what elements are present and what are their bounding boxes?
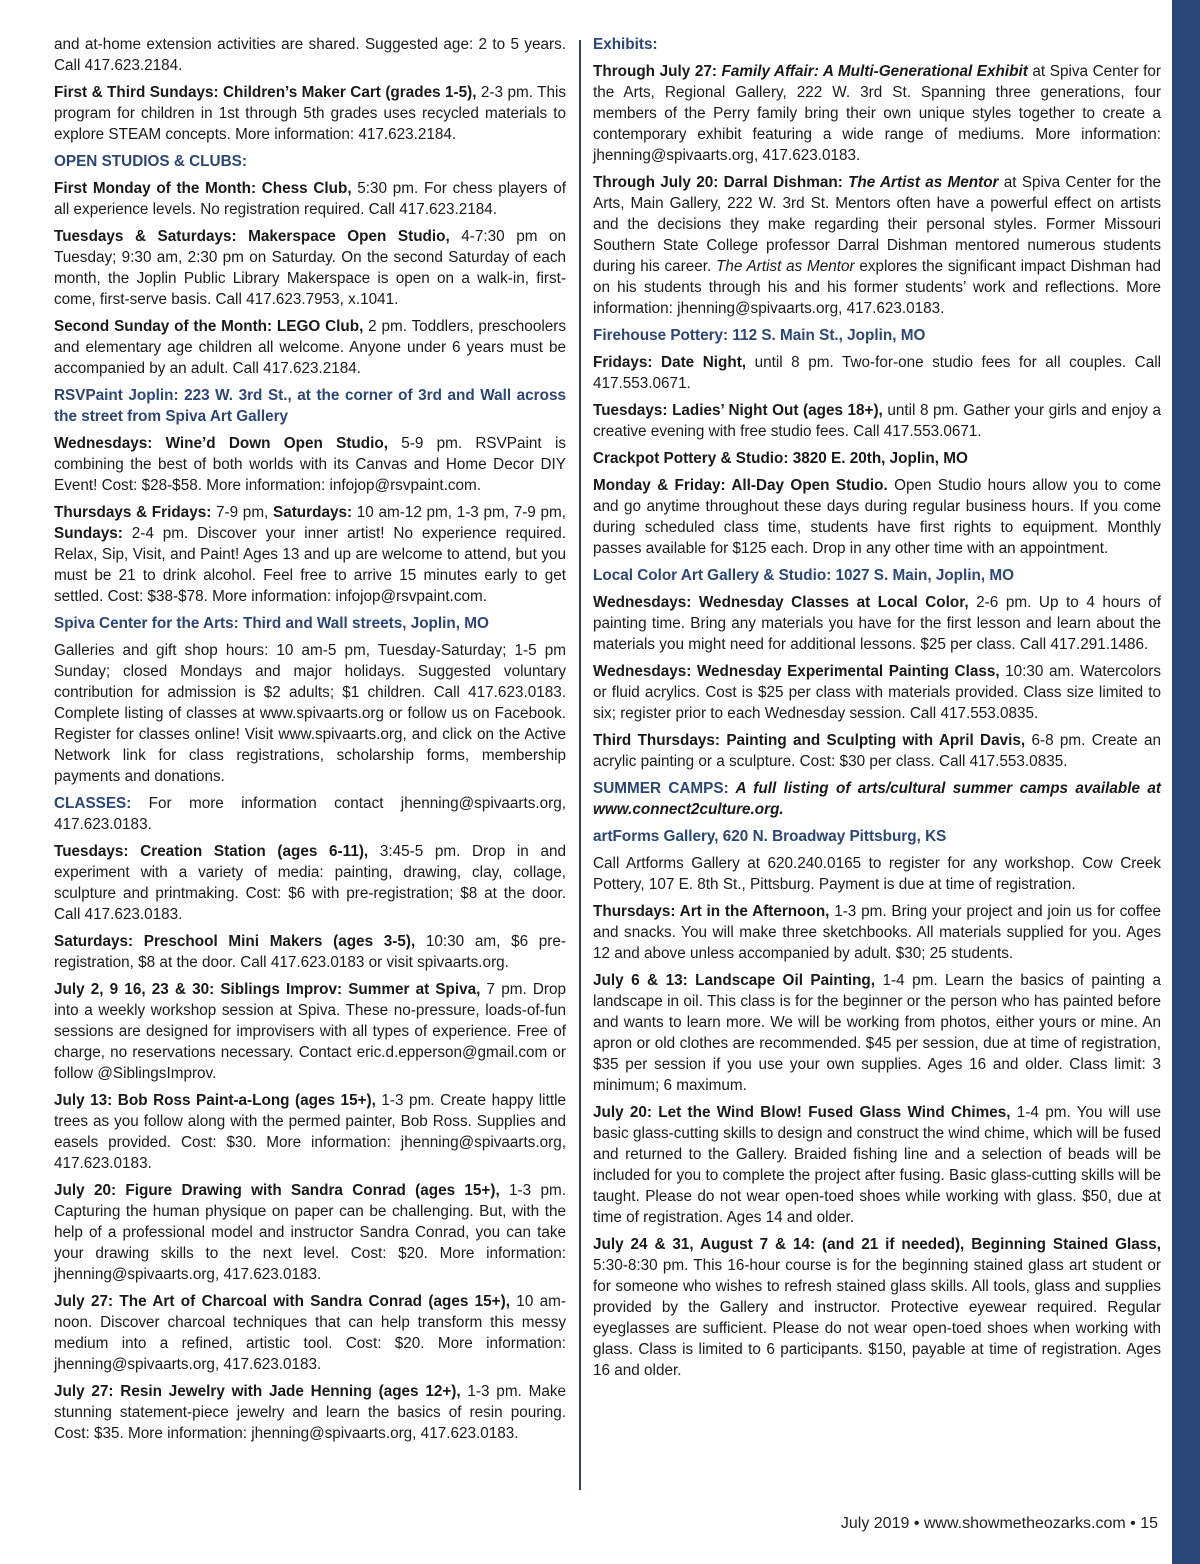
listing-title: July 6 & 13: Landscape Oil Painting,: [593, 972, 876, 989]
listing-title: Thursdays: Art in the Afternoon,: [593, 903, 830, 920]
right-column: [593, 34, 1161, 1387]
listing-title: Wednesdays: Wednesday Classes at Local Color,: [593, 594, 969, 611]
listing-paragraph: July 13: Bob Ross Paint-a-Long (ages 15+), 1-3 pm. Create happy little trees as you follow along with the permed painter, Bob Ross. Supplies and easels provided. Cost: $30. More information: jhenning@spivaarts.org, 417.623.0183.: [54, 1092, 566, 1172]
listing-title: First Monday of the Month: Chess Club,: [54, 180, 352, 197]
exhibit-title: Family Affair: A Multi-Generational Exhibit: [721, 63, 1028, 80]
exhibit-title-inline: The Artist as Mentor: [716, 258, 855, 275]
listing-paragraph: July 20: Let the Wind Blow! Fused Glass Wind Chimes, 1-4 pm. You will use basic glass-cutting skills to design and construct the wind chime, which will be fused and returned to the Gallery. Braided fishing line and a selection of beads will be included for you to complete the project after fusing. Basic glass-cutting skills will be taught. Please do not wear open-toed shoes while working with glass. $50, due at time of registration. Ages 14 and older.: [593, 1104, 1161, 1226]
listing-paragraph: Wednesdays: Wine’d Down Open Studio, 5-9 pm. RSVPaint is combining the best of both worlds with its Canvas and Home Decor DIY Event! Cost: $28-$58. More information: infojop@rsvpaint.com.: [54, 435, 566, 494]
section-heading-spiva: Spiva Center for the Arts: Third and Wall streets, Joplin, MO: [54, 615, 489, 632]
listing-title: Wednesdays: Wednesday Experimental Painting Class,: [593, 663, 1000, 680]
listing-paragraph: Thursdays & Fridays: 7-9 pm, Saturdays: 10 am-12 pm, 1-3 pm, 7-9 pm, Sundays: 2-4 pm. Discover your inner artist! No experience required. Relax, Sip, Visit, and Paint! Ages 13 and up are welcome to attend, but you must be 21 to drink alcohol. Feel free to arrive 15 minutes early to get settled. Cost: $38-$78. More information: infojop@rsvpaint.com.: [54, 504, 567, 605]
listing-paragraph: Call Artforms Gallery at 620.240.0165 to register for any workshop. Cow Creek Pottery, 107 E. 8th St., Pittsburg. Payment is due at time of registration.: [593, 855, 1161, 893]
section-heading-open-studios: OPEN STUDIOS & CLUBS:: [54, 153, 247, 170]
listing-title: Wednesdays: Wine’d Down Open Studio,: [54, 435, 388, 452]
listing-paragraph: July 20: Figure Drawing with Sandra Conrad (ages 15+), 1-3 pm. Capturing the human physique on paper can be challenging. But, with the help of a professional model and instructor Sandra Conrad, you can take your drawing skills to the next level. Cost: $20. More information: jhenning@spivaarts.org, 417.623.0183.: [54, 1182, 566, 1283]
listing-paragraph: July 24 & 31, August 7 & 14: (and 21 if needed), Beginning Stained Glass, 5:30-8:30 pm. This 16-hour course is for the beginning stained glass art student or for someone who wishes to refresh stained glass skills. All tools, glass and supplies provided by the Gallery and instructor. Protective eyewear required. Regular eyeglasses are sufficient. Please do not wear open-toed shoes when working with glass. Class is limited to 6 participants. $150, payable at time of registration. Ages 16 and older.: [593, 1236, 1161, 1379]
listing-paragraph: Second Sunday of the Month: LEGO Club, 2 pm. Toddlers, preschoolers and elementary age children all welcome. Anyone under 6 years must be accompanied by an adult. Call 417.623.2184.: [54, 318, 566, 377]
venue-heading-crackpot: Crackpot Pottery & Studio: 3820 E. 20th, Joplin, MO: [593, 450, 968, 467]
listing-paragraph: Third Thursdays: Painting and Sculpting with April Davis, 6-8 pm. Create an acrylic painting or a sculpture. Cost: $30 per class. Call 417.553.0835.: [593, 732, 1161, 770]
listing-paragraph: Wednesdays: Wednesday Experimental Painting Class, 10:30 am. Watercolors or fluid acrylics. Cost is $25 per class with materials provided. Class size limited to six; register prior to each Wednesday session. Call 417.553.0835.: [593, 663, 1161, 722]
listing-title: Through July 27:: [593, 63, 722, 80]
listing-paragraph: Wednesdays: Wednesday Classes at Local Color, 2-6 pm. Up to 4 hours of painting time. Bring any materials you have for the first lesson and learn about the materials you might need for additional lessons. $25 per class. Call 417.291.1486.: [593, 594, 1161, 653]
listing-title: July 27: The Art of Charcoal with Sandra Conrad (ages 15+),: [54, 1293, 510, 1310]
summer-camps-note: A full listing of arts/cultural summer camps available at www.connect2culture.org.: [593, 780, 1161, 818]
listing-title: Tuesdays: Creation Station (ages 6-11),: [54, 843, 369, 860]
section-heading-exhibits: Exhibits:: [593, 36, 658, 53]
listing-paragraph: Galleries and gift shop hours: 10 am-5 pm, Tuesday-Saturday; 1-5 pm Sunday; closed Mondays and major holidays. Suggested voluntary contribution for admission is $2 adults; $1 children. Call 417.623.0183. Complete listing of classes at www.spivaarts.org or follow us on Facebook. Register for classes online! Visit www.spivaarts.org, and click on the Active Network link for class registrations, scholarship forms, membership payments and donations.: [54, 642, 566, 785]
listing-title: July 2, 9 16, 23 & 30: Siblings Improv: Summer at Spiva,: [54, 981, 481, 998]
section-heading-firehouse: Firehouse Pottery: 112 S. Main St., Joplin, MO: [593, 327, 926, 344]
classes-label: CLASSES:: [54, 795, 132, 812]
listing-title: Third Thursdays: Painting and Sculpting with April Davis,: [593, 732, 1026, 749]
exhibit-title: The Artist as Mentor: [848, 174, 999, 191]
listing-paragraph: Saturdays: Preschool Mini Makers (ages 3-5), 10:30 am, $6 pre-registration, $8 at the door. Call 417.623.0183 or visit spivaarts.org.: [54, 933, 566, 971]
listing-title: Sundays:: [54, 525, 123, 542]
listing-title: July 13: Bob Ross Paint-a-Long (ages 15+),: [54, 1092, 376, 1109]
section-heading-artforms: artForms Gallery, 620 N. Broadway Pittsburg, KS: [593, 828, 947, 845]
listing-paragraph: First Monday of the Month: Chess Club, 5:30 pm. For chess players of all experience levels. No registration required. Call 417.623.2184.: [54, 180, 566, 218]
listing-paragraph: First & Third Sundays: Children’s Maker Cart (grades 1-5), 2-3 pm. This program for children in 1st through 5th grades uses recycled materials to explore STEAM concepts. More information: 417.623.2184.: [54, 84, 567, 143]
listing-title: Tuesdays: Ladies’ Night Out (ages 18+),: [593, 402, 883, 419]
summer-camps-label: SUMMER CAMPS:: [593, 780, 729, 797]
column-divider: [579, 40, 581, 1490]
listing-title: Fridays: Date Night,: [593, 354, 747, 371]
listing-title: Monday & Friday: All-Day Open Studio.: [593, 477, 888, 494]
listing-title: Thursdays & Fridays:: [54, 504, 212, 521]
listing-paragraph: Through July 20: Darral Dishman: The Artist as Mentor at Spiva Center for the Arts, Main Gallery, 222 W. 3rd St. Mentors often have a powerful effect on artists and the decisions they make regarding their personal styles. Former Missouri Southern State College professor Darral Dishman mentored numerous students during his career. The Artist as Mentor explores the significant impact Dishman had on his students through his and his former students’ work and reflections. More information: jhenning@spivaarts.org, 417.623.0183.: [593, 174, 1162, 317]
left-column: [54, 34, 566, 1450]
listing-title: July 27: Resin Jewelry with Jade Henning (ages 12+),: [54, 1383, 461, 1400]
listing-title: Second Sunday of the Month: LEGO Club,: [54, 318, 364, 335]
listing-paragraph: CLASSES: For more information contact jhenning@spivaarts.org, 417.623.0183.: [54, 795, 566, 833]
listing-paragraph: Tuesdays: Creation Station (ages 6-11), 3:45-5 pm. Drop in and experiment with a variety of media: painting, drawing, clay, collage, sculpture and printmaking. Cost: $6 with pre-registration; $8 at the door. Call 417.623.0183.: [54, 843, 566, 923]
listing-paragraph: July 27: Resin Jewelry with Jade Henning (ages 12+), 1-3 pm. Make stunning statement-piece jewelry and learn the basics of resin pouring. Cost: $35. More information: jhenning@spivaarts.org, 417.623.0183.: [54, 1383, 566, 1442]
page-footer: July 2019 • www.showmetheozarks.com • 15: [840, 1515, 1158, 1532]
listing-paragraph: Tuesdays & Saturdays: Makerspace Open Studio, 4-7:30 pm on Tuesday; 9:30 am, 2:30 pm on Saturday. On the second Saturday of each month, the Joplin Public Library Makerspace is open on a walk-in, first-come, first-serve basis. Call 417.623.7953, x.1041.: [54, 228, 566, 308]
listing-paragraph: Thursdays: Art in the Afternoon, 1-3 pm. Bring your project and join us for coffee and snacks. You will make three sketchbooks. All materials supplied for you. Ages 12 and above unless accompanied by adult. $30; 25 students.: [593, 903, 1161, 962]
listing-title: Saturdays:: [273, 504, 353, 521]
listing-paragraph: Tuesdays: Ladies’ Night Out (ages 18+), until 8 pm. Gather your girls and enjoy a creative evening with free studio fees. Call 417.553.0671.: [593, 402, 1161, 440]
listing-paragraph: [593, 778, 1161, 820]
listing-title: Saturdays: Preschool Mini Makers (ages 3-5),: [54, 933, 416, 950]
section-heading-localcolor: Local Color Art Gallery & Studio: 1027 S. Main, Joplin, MO: [593, 567, 1015, 584]
right-edge-bar: [1172, 0, 1200, 1564]
listing-title: First & Third Sundays: Children’s Maker Cart (grades 1-5),: [54, 84, 477, 101]
listing-paragraph: July 6 & 13: Landscape Oil Painting, 1-4 pm. Learn the basics of painting a landscape in oil. This class is for the beginner or the person who has painted before and wants to learn more. We will be working from photos, either yours or mine. An apron or old clothes are recommended. $45 per session, due at time of registration, $35 per session if you use your own supplies. Ages 16 and older. Class limit: 3 minimum; 6 maximum.: [593, 972, 1161, 1094]
listing-title: Through July 20: Darral Dishman:: [593, 174, 849, 191]
listing-paragraph: July 27: The Art of Charcoal with Sandra Conrad (ages 15+), 10 am-noon. Discover charcoal techniques that can help transform this messy medium into a refined, artistic tool. Cost: $20. More information: jhenning@spivaarts.org, 417.623.0183.: [54, 1293, 567, 1373]
listing-title: July 20: Let the Wind Blow! Fused Glass Wind Chimes,: [593, 1104, 1011, 1121]
listing-paragraph: and at-home extension activities are shared. Suggested age: 2 to 5 years. Call 417.623.2184.: [54, 36, 566, 74]
listing-title: Tuesdays & Saturdays: Makerspace Open Studio,: [54, 228, 450, 245]
listing-paragraph: Monday & Friday: All-Day Open Studio. Open Studio hours allow you to come and go anytime throughout these days during regular business hours. If you come during scheduled class time, students have first rights to equipment. Monthly passes available for $125 each. Drop in any other time with an appointment.: [593, 477, 1161, 557]
listing-title: July 24 & 31, August 7 & 14: (and 21 if needed), Beginning Stained Glass,: [593, 1236, 1161, 1253]
listing-paragraph: Fridays: Date Night, until 8 pm. Two-for-one studio fees for all couples. Call 417.553.0671.: [593, 354, 1161, 392]
listing-paragraph: July 2, 9 16, 23 & 30: Siblings Improv: Summer at Spiva, 7 pm. Drop into a weekly workshop session at Spiva. These no-pressure, loads-of-fun sessions are designed for improvisers with all types of experience. Free of charge, no reservations necessary. Contact eric.d.epperson@gmail.com or follow @SiblingsImprov.: [54, 981, 566, 1082]
section-heading-rsvpaint: RSVPaint Joplin: 223 W. 3rd St., at the corner of 3rd and Wall across the street from Spiva Art Gallery: [54, 387, 566, 425]
listing-title: July 20: Figure Drawing with Sandra Conrad (ages 15+),: [54, 1182, 500, 1199]
listing-paragraph: Through July 27: Family Affair: A Multi-Generational Exhibit at Spiva Center for the Arts, Regional Gallery, 222 W. 3rd St. Spanning three generations, four members of the Perry family bring their own unique styles together to create a contemporary exhibit featuring a wide range of mediums. More information: jhenning@spivaarts.org, 417.623.0183.: [593, 63, 1161, 164]
